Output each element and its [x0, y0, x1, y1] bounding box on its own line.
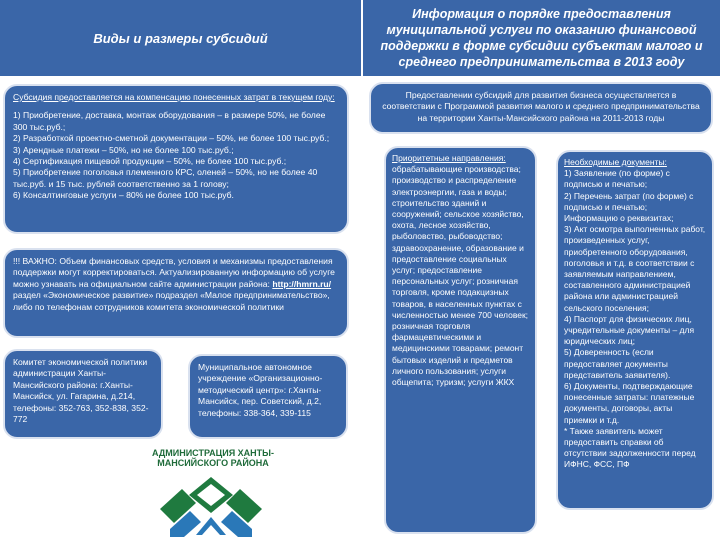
document-item: * Также заявитель может предоставить справки об отсутствии задолженности перед ИФНС, ФСС, ПФ	[564, 425, 696, 470]
document-item: 4) Паспорт для физических лиц, учредительные документы – для юридических лиц;	[564, 313, 695, 347]
document-item: 1) Заявление (по форме) с подписью и печатью;	[564, 168, 670, 190]
priority-box	[384, 146, 537, 534]
subsidy-item: 2) Разработкой проектно-сметной документации – 50%, не более 100 тыс.руб.;	[13, 133, 330, 144]
header-right-title: Информация о порядке предоставления муниципальной услуги по оказанию финансовой поддержки в форме субсидии субъектам малого и среднего предпринимательства в 2013 году	[380, 7, 703, 69]
center-contact-box	[188, 354, 348, 439]
priority-heading: Приоритетные направления:	[392, 153, 506, 163]
priority-text: обрабатывающие производства; производство и распределение электроэнергии, газа и воды; строительство зданий и сооружений; сельское хозяйство, охота, лесное хозяйство, рыболовство, рыбоводство; здравоохранение, образование и предоставление социальных услуг; предоставление персональных услуг; розничная торговля, кроме подакцизных товаров, в населенных пунктах с численностью менее 700 человек; розничная торговля фармацевтическими и медицинскими товарами; ремонт бытовых изделий и предметов личного пользования; услуги общепита; туризм; услуги ЖКХ	[392, 164, 529, 388]
subsidies-heading: Субсидия предоставляется на компенсацию понесенных затрат в текущем году:	[13, 92, 335, 102]
website-link[interactable]: http://hmrn.ru/	[272, 278, 332, 289]
header-right	[363, 0, 720, 76]
center-contact-text: Муниципальное автономное учреждение «Организационно-методический центр»: г.Ханты-Мансийск, пер. Советский, д.2, телефоны: 338-364, 339-115	[198, 362, 323, 418]
header-left-title: Виды и размеры субсидий	[93, 30, 268, 46]
subsidy-item: 3) Арендные платежи – 50%, но не более 100 тыс.руб.;	[13, 144, 234, 155]
district-emblem-icon	[156, 475, 266, 537]
program-info-text: Предоставлении субсидий для развития бизнеса осуществляется в соответствии с Программой развития малого и среднего предпринимательства на территории Ханты-Мансийского района на 2011-2013 годы	[382, 90, 700, 123]
document-item: Информацию о реквизитах;	[564, 213, 674, 224]
notice-text-after: раздел «Экономическое развитие» подраздел «Малое предпринимательство», либо по телефонам сотрудников комитета экономической политики	[13, 290, 330, 312]
document-item: 6) Документы, подтверждающие понесенные затраты: платежные документы, договоры, акты приемки и т.д.	[564, 381, 695, 425]
committee-contact-text: Комитет экономической политики администрации Ханты-Мансийского района: г.Ханты-Мансийск, ул. Гагарина, д.214, телефоны: 352-763, 352-838, 352-772	[13, 357, 149, 425]
header-left	[0, 0, 361, 76]
notice-text: !!! ВАЖНО: Объем финансовых средств, условия и механизмы предоставления поддержки могут корректироваться. Актуализированную информацию об услуге можно узнавать на официальном сайте администрации района:	[13, 256, 335, 289]
subsidies-box	[3, 84, 349, 234]
program-info-box	[369, 82, 713, 134]
subsidy-item: 6) Консалтинговые услуги – 80% не более 100 тыс.руб.	[13, 190, 234, 201]
subsidy-item: 4) Сертификация пищевой продукции – 50%, не более 100 тыс.руб.;	[13, 156, 287, 167]
subsidy-item: 1) Приобретение, доставка, монтаж оборудования – в размере 50%, не более 300 тыс.руб.;	[13, 110, 326, 132]
committee-contact-box	[3, 349, 163, 439]
documents-heading: Необходимые документы:	[564, 157, 667, 167]
document-item: 3) Акт осмотра выполненных работ, произведенных услуг, приобретенного оборудования, поголовья и т.д. в соответствии с заявляемым направлением, составленного администрацией района или администрацией сельского поселения;	[564, 224, 706, 313]
logo-text: АДМИНИСТРАЦИЯ ХАНТЫ-МАНСИЙСКОГО РАЙОНА	[152, 448, 274, 468]
document-item: 2) Перечень затрат (по форме) с подписью и печатью;	[564, 190, 694, 212]
document-item: 5) Доверенность (если предоставляет документы представитель заявителя).	[564, 347, 671, 380]
notice-box	[3, 248, 349, 338]
documents-box	[556, 150, 714, 510]
subsidy-item: 5) Приобретение поголовья племенного КРС, оленей – 50%, но не более 40 тыс.руб. и 15 тыс. рублей соответственно за 1 голову;	[13, 167, 318, 189]
